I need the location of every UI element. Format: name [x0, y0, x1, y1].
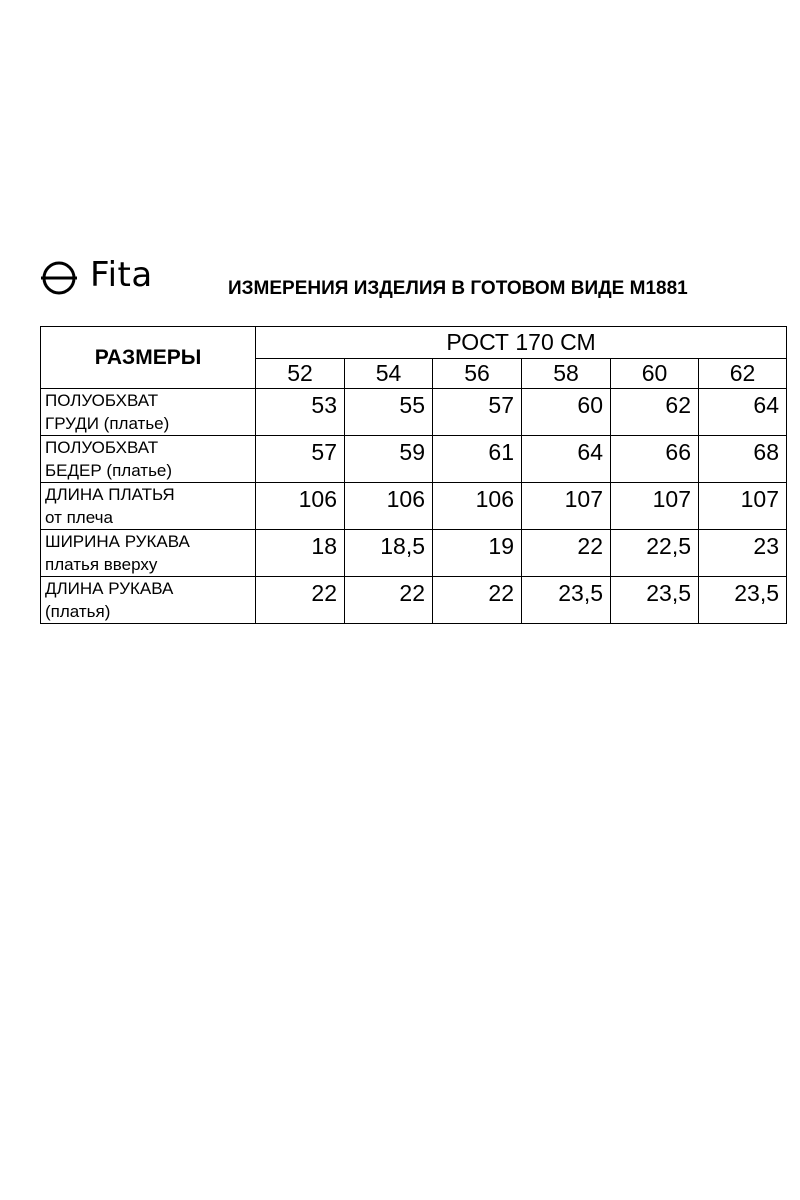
row-label-line: ПОЛУОБХВАТ: [45, 391, 159, 410]
brand-name: Fita: [90, 255, 153, 295]
value-cell: 22: [433, 577, 522, 624]
value-cell: 57: [256, 436, 345, 483]
row-label: [41, 577, 256, 624]
table-row: [41, 436, 787, 483]
value-cell: 107: [611, 483, 699, 530]
value-cell: 66: [611, 436, 699, 483]
value-cell: 23,5: [522, 577, 611, 624]
row-label-line: ПОЛУОБХВАТ: [45, 438, 159, 457]
value-cell: 64: [699, 389, 787, 436]
value-cell: 53: [256, 389, 345, 436]
value-cell: 59: [345, 436, 433, 483]
size-header-cell: 62: [699, 359, 787, 389]
value-cell: 68: [699, 436, 787, 483]
size-table: [40, 326, 787, 624]
row-label: [41, 389, 256, 436]
row-label-line: платья вверху: [45, 555, 158, 574]
value-cell: 55: [345, 389, 433, 436]
value-cell: 106: [433, 483, 522, 530]
value-cell: 60: [522, 389, 611, 436]
value-cell: 22,5: [611, 530, 699, 577]
value-cell: 22: [345, 577, 433, 624]
value-cell: 19: [433, 530, 522, 577]
fita-theta-icon: [40, 257, 78, 295]
row-label: [41, 483, 256, 530]
value-cell: 107: [699, 483, 787, 530]
value-cell: 18: [256, 530, 345, 577]
value-cell: 62: [611, 389, 699, 436]
row-label: [41, 436, 256, 483]
value-cell: 22: [256, 577, 345, 624]
document-title: ИЗМЕРЕНИЯ ИЗДЕЛИЯ В ГОТОВОМ ВИДЕ М1881: [228, 278, 688, 299]
table-row: [41, 577, 787, 624]
value-cell: 106: [345, 483, 433, 530]
table-header-row: [41, 327, 787, 359]
sizes-header: РАЗМЕРЫ: [41, 327, 256, 389]
table-row: [41, 483, 787, 530]
row-label-line: ДЛИНА РУКАВА: [45, 579, 174, 598]
row-label-line: БЕДЕР (платье): [45, 461, 173, 480]
value-cell: 18,5: [345, 530, 433, 577]
size-header-cell: 58: [522, 359, 611, 389]
brand-logo: [40, 255, 180, 299]
value-cell: 23,5: [611, 577, 699, 624]
table-row: [41, 530, 787, 577]
value-cell: 22: [522, 530, 611, 577]
size-header-cell: 60: [611, 359, 699, 389]
row-label: [41, 530, 256, 577]
value-cell: 107: [522, 483, 611, 530]
value-cell: 64: [522, 436, 611, 483]
value-cell: 57: [433, 389, 522, 436]
row-label-line: от плеча: [45, 508, 113, 527]
row-label-line: ГРУДИ (платье): [45, 414, 170, 433]
row-label-line: (платья): [45, 602, 111, 621]
value-cell: 106: [256, 483, 345, 530]
height-header: РОСТ 170 СМ: [256, 327, 787, 359]
value-cell: 61: [433, 436, 522, 483]
size-header-cell: 52: [256, 359, 345, 389]
row-label-line: ШИРИНА РУКАВА: [45, 532, 190, 551]
size-header-cell: 56: [433, 359, 522, 389]
row-label-line: ДЛИНА ПЛАТЬЯ: [45, 485, 175, 504]
value-cell: 23: [699, 530, 787, 577]
size-header-cell: 54: [345, 359, 433, 389]
value-cell: 23,5: [699, 577, 787, 624]
table-row: [41, 389, 787, 436]
